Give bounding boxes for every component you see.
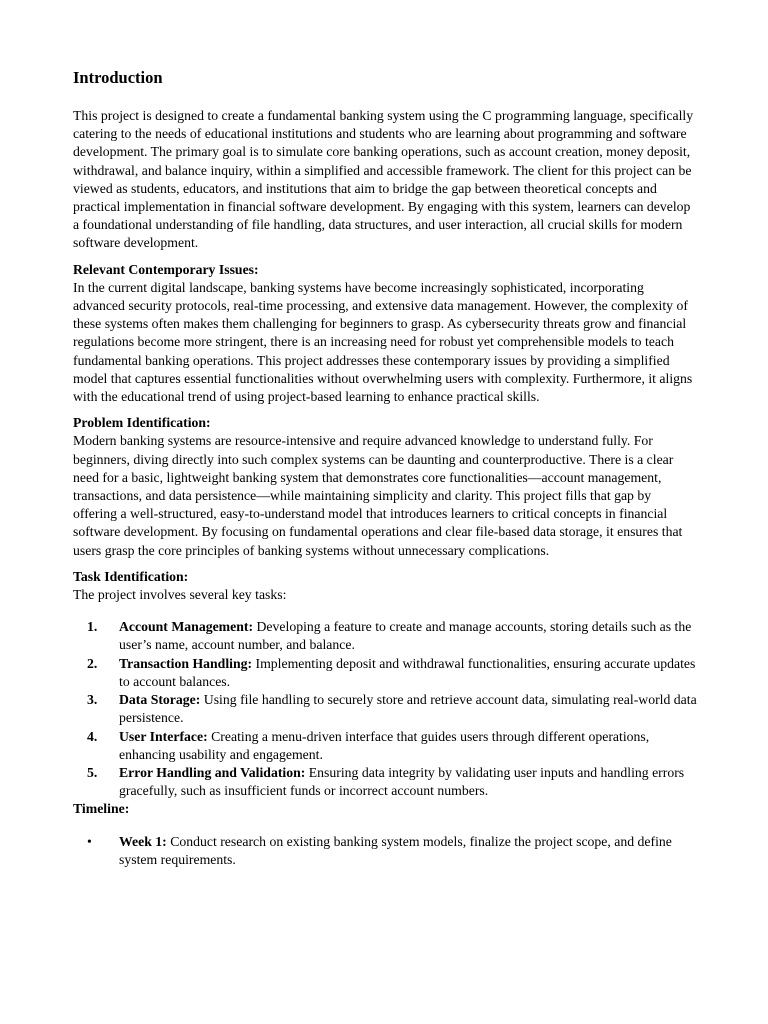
task-number: 1. — [87, 619, 98, 635]
task-list — [73, 618, 698, 800]
timeline-list-item — [73, 833, 698, 869]
section-heading-contemporary: Relevant Contemporary Issues: — [73, 261, 259, 277]
task-term: User Interface: — [119, 728, 208, 744]
bullet-icon: • — [87, 833, 92, 849]
intro-paragraph: This project is designed to create a fundamental banking system using the C programming language, specifically catering to the needs of educational institutions and students who are learning about programming and software development. The primary goal is to simulate core banking operations, such as account creation, money deposit, withdrawal, and balance inquiry, within a simplified and accessible framework. The client for this project can be viewed as students, educators, and institutions that aim to bridge the gap between theoretical concepts and practical implementation in financial software development. By engaging with this system, learners can develop a foundational understanding of file handling, data structures, and user interaction, all crucial skills for modern software development. — [73, 108, 694, 251]
task-number: 3. — [87, 692, 98, 708]
timeline-term: Week 1: — [119, 833, 167, 849]
task-list-item — [73, 728, 698, 764]
task-list-item — [73, 764, 698, 800]
task-list-item — [73, 655, 698, 691]
section-body-problem: Modern banking systems are resource-intensive and require advanced knowledge to understand fully. For beginners, diving directly into such complex systems can be daunting and counterproductive. There is a clear need for a basic, lightweight banking system that demonstrates core functionalities—account management, transactions, and data persistence—while maintaining simplicity and clarity. This project fills that gap by offering a well-structured, easy-to-understand model that introduces learners to critical concepts in financial software development. By focusing on fundamental operations and clear file-based data storage, it ensures that users grasp the core principles of banking systems without unnecessary complications. — [73, 433, 683, 558]
task-text: Ensuring data integrity by validating user inputs and handling errors gracefully, such as insufficient funds or incorrect account numbers. — [119, 764, 685, 799]
section-heading-timeline: Timeline: — [73, 801, 130, 817]
section-contemporary-issues — [73, 261, 698, 407]
section-heading-problem: Problem Identification: — [73, 415, 211, 431]
task-number: 4. — [87, 728, 98, 744]
task-text: Developing a feature to create and manage accounts, storing details such as the user’s name, account number, and balance. — [119, 619, 692, 653]
task-number: 2. — [87, 655, 98, 671]
task-list-item — [73, 691, 698, 727]
timeline-text: Conduct research on existing banking system models, finalize the project scope, and define system requirements. — [119, 833, 672, 867]
section-heading-task: Task Identification: — [73, 568, 189, 584]
timeline-list — [73, 833, 698, 869]
section-problem-identification — [73, 414, 698, 560]
section-body-contemporary: In the current digital landscape, banking systems have become increasingly sophisticated, incorporating advanced security protocols, real-time processing, and extensive data management. However, the complexity of these systems often makes them challenging for beginners to grasp. As cybersecurity threats grow and financial regulations become more stringent, there is an increasing need for robust yet comprehensible models to teach fundamental banking operations. This project addresses these contemporary issues by providing a simplified model that captures essential functionalities without overwhelming users with complexity. Furthermore, it aligns with the educational trend of using project-based learning to enhance practical skills. — [73, 279, 693, 405]
section-timeline — [73, 800, 698, 869]
section-task-identification — [73, 568, 698, 800]
task-term: Transaction Handling: — [119, 655, 253, 671]
task-number: 5. — [87, 764, 98, 780]
document-title: Introduction — [73, 68, 163, 87]
task-text: Creating a menu-driven interface that guides users through different operations, enhancing usability and engagement. — [119, 728, 650, 762]
task-term: Error Handling and Validation: — [119, 764, 306, 780]
document-content — [73, 66, 698, 869]
task-text: Implementing deposit and withdrawal functionalities, ensuring accurate updates to account balances. — [119, 655, 696, 689]
task-list-item — [73, 618, 698, 654]
task-term: Data Storage: — [119, 692, 201, 708]
section-body-task: The project involves several key tasks: — [73, 587, 287, 603]
task-term: Account Management: — [119, 619, 254, 635]
task-text: Using file handling to securely store and retrieve account data, simulating real-world data persistence. — [119, 692, 697, 726]
